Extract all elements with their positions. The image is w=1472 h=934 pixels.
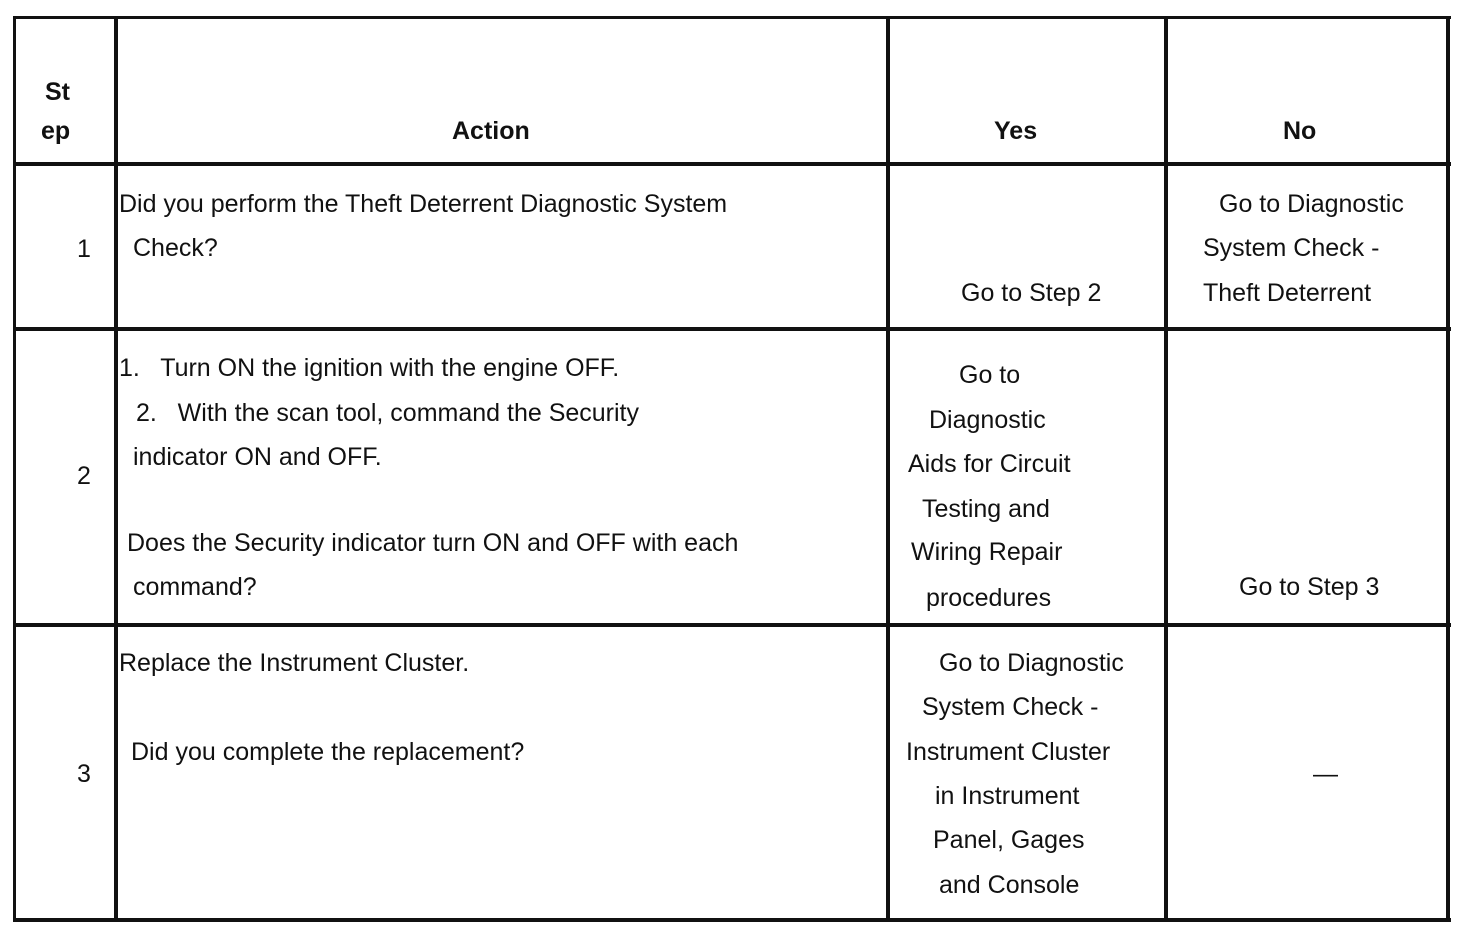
row-divider-2 bbox=[13, 623, 1451, 627]
row3-yes-line5: Panel, Gages bbox=[933, 826, 1085, 854]
row2-action-line4: Does the Security indicator turn ON and OFF with each bbox=[127, 529, 739, 557]
row1-no-line3: Theft Deterrent bbox=[1203, 279, 1372, 307]
row3-yes-line4: in Instrument bbox=[935, 782, 1080, 810]
row3-yes-line1: Go to Diagnostic bbox=[939, 649, 1124, 677]
row-divider-1 bbox=[13, 327, 1451, 331]
row1-step: 1 bbox=[77, 235, 91, 263]
row2-step: 2 bbox=[77, 462, 91, 490]
row3-yes-line3: Instrument Cluster bbox=[906, 738, 1111, 766]
row1-no-line1: Go to Diagnostic bbox=[1219, 190, 1404, 218]
row3-action-line1: Replace the Instrument Cluster. bbox=[119, 649, 470, 677]
row3-no: — bbox=[1313, 760, 1338, 788]
header-no: No bbox=[1283, 117, 1317, 145]
row2-action-line1: 1. Turn ON the ignition with the engine OFF. bbox=[119, 354, 620, 382]
row3-yes-line6: and Console bbox=[939, 871, 1080, 899]
row1-action-line1: Did you perform the Theft Deterrent Diagnostic System bbox=[119, 190, 728, 218]
row2-action-line2: 2. With the scan tool, command the Security bbox=[136, 399, 640, 427]
row2-yes-line4: Testing and bbox=[922, 495, 1050, 523]
row3-action-line2: Did you complete the replacement? bbox=[131, 738, 525, 766]
col-divider-step bbox=[114, 16, 118, 922]
col-divider-action bbox=[886, 16, 890, 922]
header-step-line1: St bbox=[45, 78, 70, 106]
row2-action-line5: command? bbox=[133, 573, 257, 601]
table-border-right bbox=[1446, 16, 1450, 922]
row2-yes-line6: procedures bbox=[926, 584, 1052, 612]
row2-yes-line3: Aids for Circuit bbox=[908, 450, 1071, 478]
table-border-top bbox=[13, 16, 1451, 19]
table-border-left bbox=[13, 16, 16, 922]
row1-action-line2: Check? bbox=[133, 234, 218, 262]
row2-yes-line2: Diagnostic bbox=[929, 406, 1046, 434]
header-action: Action bbox=[452, 117, 530, 145]
header-yes: Yes bbox=[994, 117, 1038, 145]
row1-no-line2: System Check - bbox=[1203, 234, 1380, 262]
row3-yes-line2: System Check - bbox=[922, 693, 1099, 721]
row2-yes-line5: Wiring Repair bbox=[911, 538, 1063, 566]
row2-no: Go to Step 3 bbox=[1239, 573, 1380, 601]
row3-step: 3 bbox=[77, 760, 91, 788]
col-divider-yes bbox=[1164, 16, 1168, 922]
table-border-bottom bbox=[13, 918, 1451, 922]
header-step-line2: ep bbox=[41, 117, 71, 145]
row1-yes: Go to Step 2 bbox=[961, 279, 1102, 307]
row2-yes-line1: Go to bbox=[959, 361, 1021, 389]
header-divider bbox=[13, 162, 1451, 166]
row2-action-line3: indicator ON and OFF. bbox=[133, 443, 382, 471]
